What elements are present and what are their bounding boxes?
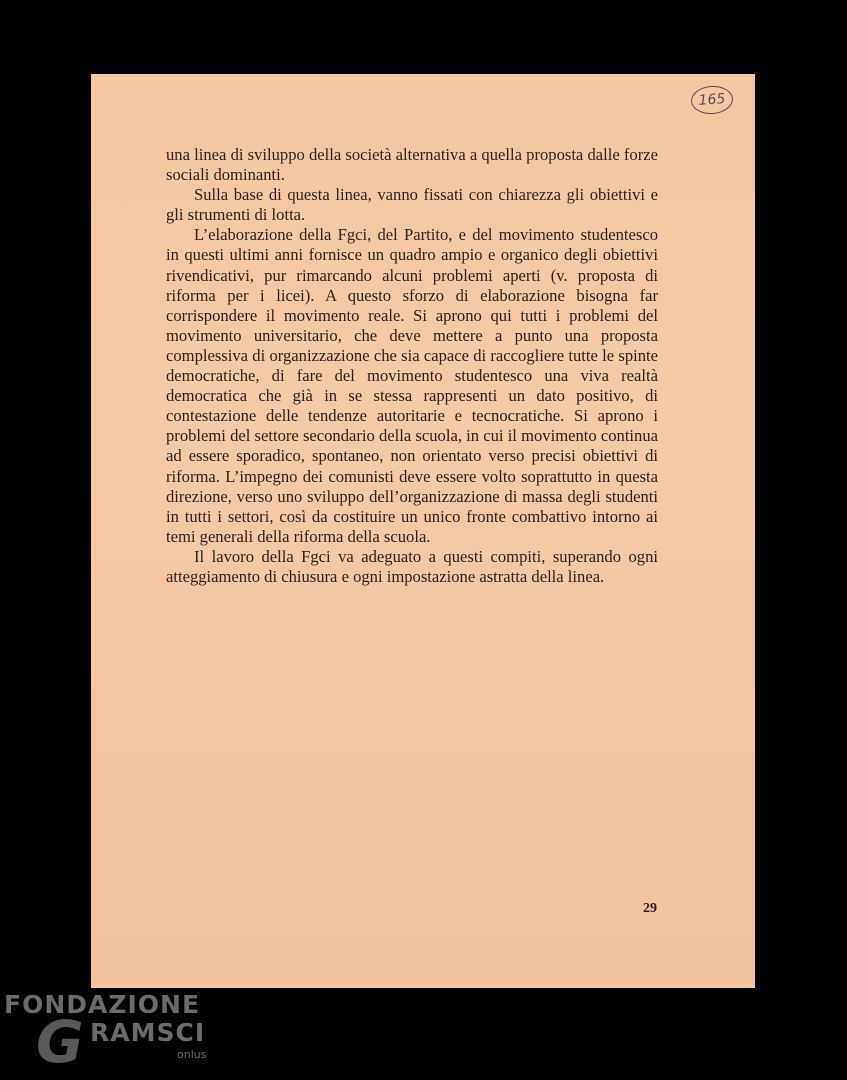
- paragraph-2: Sulla base di questa linea, vanno fissati con chiarezza gli obiettivi e gli strumenti di lotta.: [166, 185, 658, 225]
- logo-line-onlus: onlus: [177, 1048, 207, 1061]
- logo-line-ramsci: RAMSCI: [90, 1018, 206, 1047]
- archive-page-mark: 165: [690, 85, 734, 116]
- paragraph-3: L’elaborazione della Fgci, del Partito, e del movimento studentesco in questi ultimi anni fornisce un quadro ampio e organico degli obiettivi rivendicativi, pur rimarcando alcuni problemi aperti (v. proposta di riforma per i licei). A questo sforzo di elaborazione bisogna far corrispondere il movimento reale. Si aprono qui tutti i problemi del movimento universitario, che deve mettere a punto una proposta complessiva di organizzazione che sia capace di raccogliere tutte le spinte democratiche, di fare del movimento studentesco una viva realtà democratica che già in se stessa rappresenti un dato positivo, di contestazione delle tendenze autoritarie e tecnocratiche. Si aprono i problemi del settore secondario della scuola, in cui il movimento continua ad essere sporadico, spontaneo, non orientato verso precisi obiettivi di riforma. L’impegno dei comunisti deve essere volto soprattutto in questa direzione, verso uno sviluppo dell’organizzazione di massa degli studenti in tutti i settori, così da costituire un unico fronte combattivo intorno ai temi generali della riforma della scuola.: [166, 225, 658, 546]
- logo-line-fondazione: FONDAZIONE: [4, 990, 201, 1019]
- page-number: 29: [643, 901, 657, 916]
- body-text: [166, 145, 658, 587]
- fondazione-gramsci-logo: [4, 990, 214, 1075]
- paragraph-1: una linea di sviluppo della società alternativa a quella proposta dalle forze sociali dominanti.: [166, 145, 658, 185]
- logo-initial-g: G: [36, 1008, 84, 1076]
- scanned-page: [91, 74, 755, 988]
- paragraph-4: Il lavoro della Fgci va adeguato a questi compiti, superando ogni atteggiamento di chiusura e ogni impostazione astratta della linea.: [166, 546, 658, 586]
